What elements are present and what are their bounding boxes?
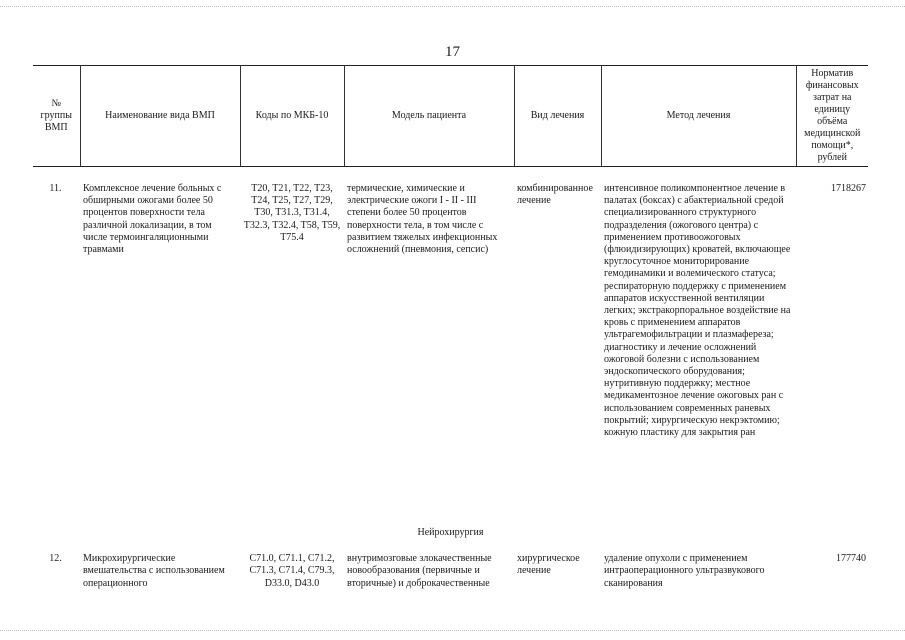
table-header-row <box>33 66 868 167</box>
patient-model: внутримозговые злокачественные новообразования (первичные и вторичные) и доброкачественные <box>347 553 492 589</box>
row-number: 11. <box>49 183 62 194</box>
section-title: Нейрохирургия <box>417 527 484 538</box>
cost-norm: 177740 <box>836 553 866 565</box>
header-treatment-method: Метод лечения <box>601 66 796 167</box>
treatment-method: удаление опухоли с применением интраоперационного ультразвукового сканирования <box>604 553 765 589</box>
vmp-name: Комплексное лечение больных с обширными ожогами более 50 процентов поверхности тела различной локализации, в том числе термоингаляционными травмами <box>83 183 222 256</box>
header-icd-codes: Коды по МКБ-10 <box>240 66 344 167</box>
row-number: 12. <box>49 553 62 565</box>
treatment-type: хирургическое лечение <box>517 553 580 577</box>
table-row <box>33 553 868 590</box>
scan-edge-top <box>0 6 905 9</box>
table-row <box>33 167 868 514</box>
cost-norm: 1718267 <box>831 183 866 194</box>
page-number: 17 <box>445 44 460 60</box>
treatment-method: интенсивное поликомпонентное лечение в палатах (боксах) с абактериальной средой специализированного структурного подразделения (ожогового центра) с применением противоожоговых (флюидизирующих) кроватей, включающее круглосуточное мониторирование гемодинамики и волемического статуса; респираторную поддержку с применением аппаратов искусственной вентиляции легких; экстракорпоральное воздействие на кровь с применением аппаратов ультрагемофильтрации и плазмафереза; диагностику и лечение осложнений ожоговой болезни с использованием эндоскопического оборудования; нутритивную поддержку; местное медикаментозное лечение ожоговых ран с использованием современных раневых покрытий; хирургическую некрэктомию; кожную пластику для закрытия ран <box>604 183 791 439</box>
header-treatment-type: Вид лечения <box>514 66 601 167</box>
header-cost-norm: Норматив финансовых затрат на единицу объёма медицинской помощи*, рублей <box>796 66 868 167</box>
vmp-name: Микрохирургические вмешательства с использованием операционного <box>83 553 225 589</box>
icd-codes: T20, T21, T22, T23, T24, T25, T27, T29, T30, T31.3, T31.4, T32.3, T32.4, T58, T59, T75.4 <box>243 183 341 243</box>
header-patient-model: Модель пациента <box>344 66 514 167</box>
header-group-number: № группы ВМП <box>33 66 80 167</box>
section-row <box>33 513 868 553</box>
treatment-type: комбинированное лечение <box>517 183 593 207</box>
header-vmp-name: Наименование вида ВМП <box>80 66 240 167</box>
scan-edge-bottom <box>0 630 905 633</box>
patient-model: термические, химические и электрические ожоги I - II - III степени более 50 процентов поверхности тела, в том числе с развитием тяжелых инфекционных осложнений (пневмония, сепсис) <box>347 183 498 256</box>
icd-codes: C71.0, C71.1, C71.2, C71.3, C71.4, C79.3, D33.0, D43.0 <box>249 553 335 589</box>
vmp-table <box>33 65 868 590</box>
